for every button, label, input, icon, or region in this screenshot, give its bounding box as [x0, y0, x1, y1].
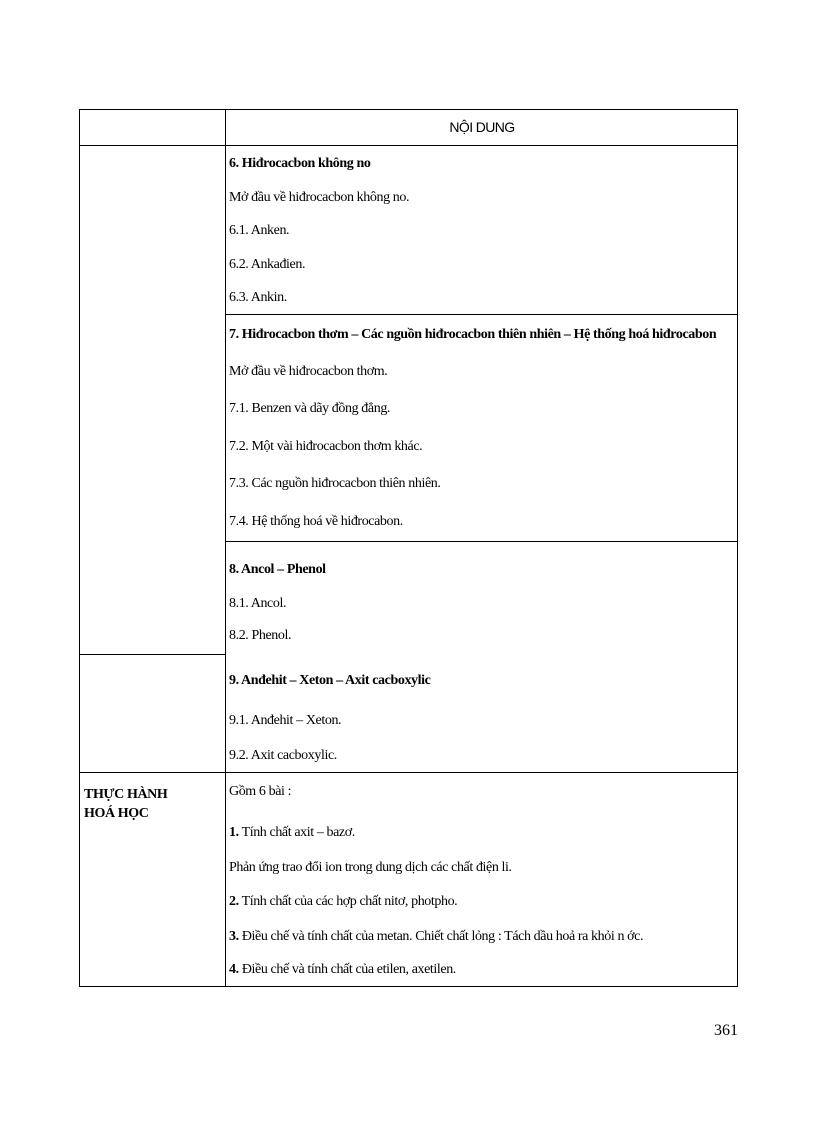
practice-label-line2: HOÁ HỌC: [84, 806, 149, 821]
section-9-title: 9. Anđehit – Xeton – Axit cacboxylic: [229, 673, 431, 688]
practice-item-text: Điều chế và tính chất của etilen, axetilen.: [241, 962, 456, 977]
practice-item-text: Tính chất axit – bazơ.: [241, 825, 355, 840]
content-column-header: NỘI DUNG: [449, 119, 515, 135]
section-9-line: 9.2. Axit cacboxylic.: [229, 748, 337, 763]
practice-intro: Gồm 6 bài :: [229, 784, 292, 799]
left-row-divider: [79, 654, 225, 655]
row-divider-7-8: [225, 541, 738, 542]
practice-item-number: 4.: [229, 962, 239, 977]
practice-item-text: Điều chế và tính chất của metan. Chiết chất lỏng : Tách dầu hoả ra khỏi n ớc.: [241, 929, 644, 944]
section-8-line: 8.2. Phenol.: [229, 628, 292, 643]
practice-item: [229, 860, 512, 876]
section-8-line: 8.1. Ancol.: [229, 596, 287, 611]
practice-item-text: Tính chất của các hợp chất nitơ, photpho.: [241, 894, 458, 909]
practice-item: [229, 962, 456, 978]
page-number: 361: [714, 1022, 738, 1039]
section-7-line: 7.1. Benzen và dãy đồng đẳng.: [229, 401, 391, 416]
practice-item-number: 3.: [229, 929, 239, 944]
section-6-line: 6.2. Ankađien.: [229, 257, 306, 272]
section-7-title: 7. Hiđrocacbon thơm – Các nguồn hiđrocacbon thiên nhiên – Hệ thống hoá hiđrocabon: [229, 327, 717, 342]
practice-item-text: Phản ứng trao đổi ion trong dung dịch các chất điện li.: [229, 860, 512, 875]
section-6-line: 6.3. Ankin.: [229, 290, 287, 305]
section-9-line: 9.1. Anđehit – Xeton.: [229, 713, 342, 728]
practice-item: [229, 825, 355, 841]
content-table: [79, 109, 738, 987]
section-8-title: 8. Ancol – Phenol: [229, 562, 326, 577]
section-6-line: 6.1. Anken.: [229, 223, 290, 238]
practice-item: [229, 894, 457, 910]
section-7-line: Mở đầu về hiđrocacbon thơm.: [229, 364, 388, 379]
section-7-line: 7.2. Một vài hiđrocacbon thơm khác.: [229, 439, 423, 454]
practice-divider: [79, 772, 738, 773]
section-7-line: 7.3. Các nguồn hiđrocacbon thiên nhiên.: [229, 476, 441, 491]
column-divider: [225, 109, 226, 987]
header-divider: [79, 145, 738, 146]
section-7-line: 7.4. Hệ thống hoá về hiđrocabon.: [229, 514, 403, 529]
section-6-title: 6. Hiđrocacbon không no: [229, 156, 371, 171]
practice-item: [229, 929, 643, 945]
practice-item-number: 1.: [229, 825, 239, 840]
section-6-line: Mở đầu về hiđrocacbon không no.: [229, 190, 410, 205]
practice-item-number: 2.: [229, 894, 239, 909]
row-divider-6-7: [225, 314, 738, 315]
practice-label-line1: THỰC HÀNH: [84, 787, 168, 802]
